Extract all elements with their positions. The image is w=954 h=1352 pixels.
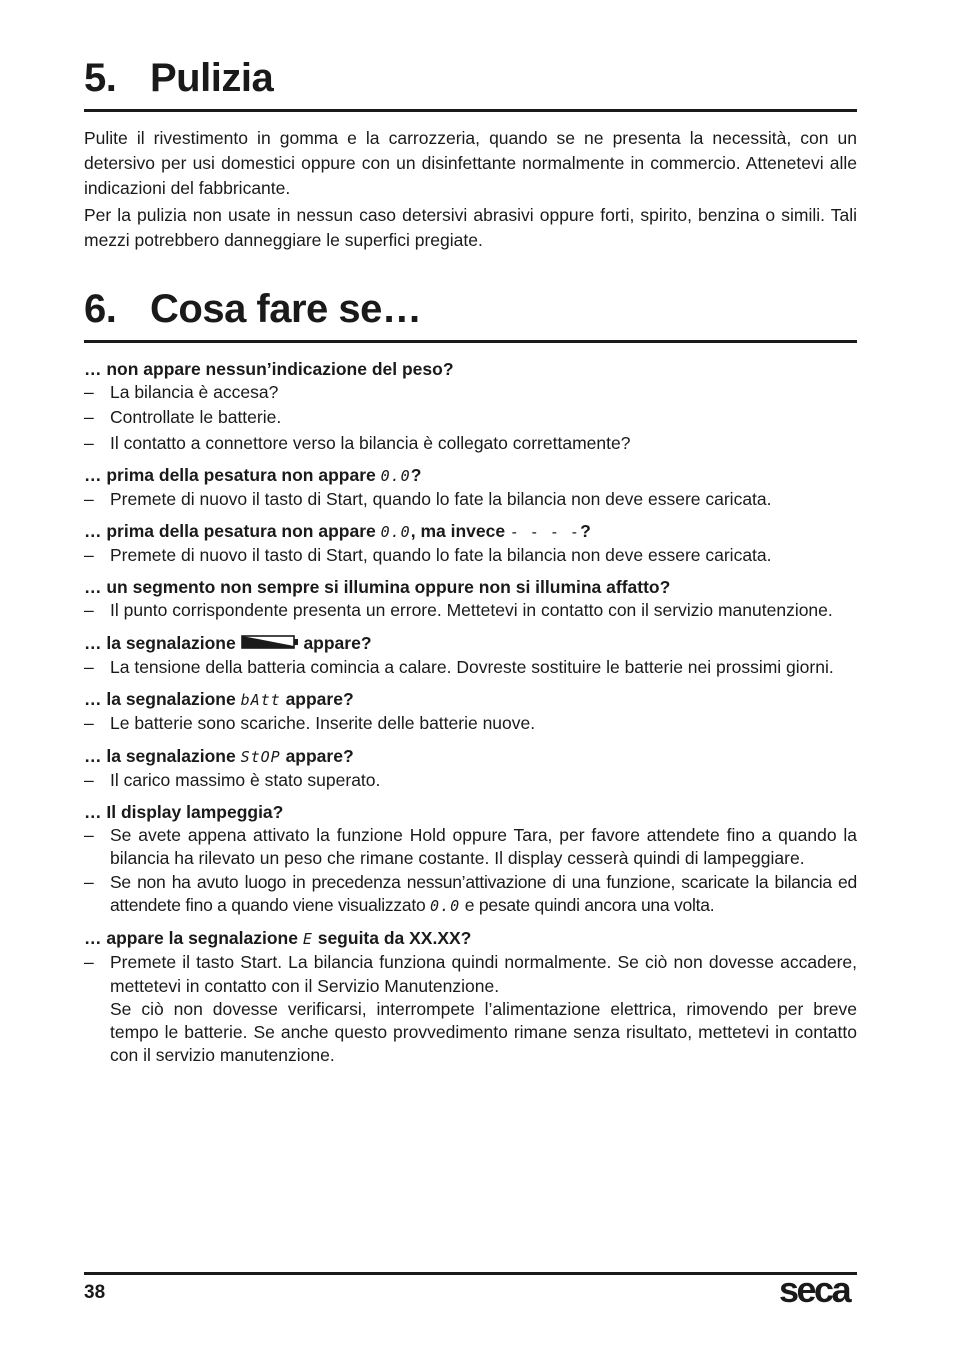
dash-bullet: – [84,713,94,734]
answer-text: Il contatto a connettore verso la bilancia è collegato correttamente? [110,432,631,453]
answer-list-8 [84,824,857,918]
question-text: … la segnalazione [84,632,241,653]
dash-bullet: – [84,600,94,621]
section-6-number: 6. [84,287,117,331]
list-item [84,824,857,871]
answer-list-9 [84,951,857,1067]
answer-text: Le batterie sono scariche. Inserite delle batterie nuove. [110,713,536,734]
answer-text: La tensione della batteria comincia a calare. Dovreste sostituire le batterie nei prossimi giorni. [110,657,834,678]
question-text: appare? [280,745,354,766]
list-item [84,381,857,404]
dash-bullet: – [84,382,94,402]
section-5-title: Pulizia [150,56,274,100]
answer-text: Premete di nuovo il tasto di Start, quando lo fate la bilancia non deve essere caricata. [110,488,772,509]
dash-bullet: – [84,407,94,428]
section-5-rule [84,109,857,112]
answer-list-7 [84,769,857,792]
lcd-display-zero: 0.0 [430,896,461,915]
answer-text: La bilancia è accesa? [110,382,279,402]
question-text: … prima della pesatura non appare [84,464,381,485]
section-5-heading [84,58,857,98]
answer-list-6 [84,712,857,735]
list-item [84,712,857,735]
lcd-display-zero: 0.0 [380,466,411,485]
list-item [84,951,857,1067]
answer-text: Il punto corrispondente presenta un errore. Mettetevi in contatto con il servizio manutenzione. [110,600,833,621]
question-6 [84,687,857,712]
dash-bullet: – [84,657,94,678]
seca-logo: seca [779,1269,850,1310]
question-8: … Il display lampeggia? [84,802,284,823]
list-item [84,406,857,429]
answer-list-2 [84,488,857,511]
list-item [84,544,857,567]
answer-text: Se avete appena attivato la funzione Hold oppure Tara, per favore attendete fino a quando la bilancia ha rilevato un peso che rimane costante. Il display cesserà quindi di lampeggiare. [110,825,857,869]
question-text: seguita da XX.XX? [312,928,472,949]
answer-text: Premete di nuovo il tasto di Start, quando lo fate la bilancia non deve essere caricata. [110,545,772,566]
lcd-display-dashes: - - - - [509,523,581,542]
page-number: 38 [84,1282,106,1303]
section-6-title: Cosa fare se… [150,287,422,331]
question-3 [84,519,857,544]
answer-list-3 [84,544,857,567]
section-5-paragraph-2: Per la pulizia non usate in nessun caso detersivi abrasivi oppure forti, spirito, benzina o simili. Tali mezzi potrebbero danneggiare le superfici pregiate. [84,205,857,250]
question-1: … non appare nessun’indicazione del peso? [84,359,454,379]
dash-bullet: – [84,769,94,790]
section-5-number: 5. [84,56,117,100]
section-6-heading [84,289,857,329]
page [84,0,857,1068]
question-4: … un segmento non sempre si illumina oppure non si illumina affatto? [84,577,671,598]
dash-bullet: – [84,545,94,566]
dash-bullet: – [84,825,94,846]
dash-bullet: – [84,871,94,892]
question-5 [84,631,857,656]
question-text: ? [410,464,422,485]
question-text: ? [580,521,591,542]
question-text: appare? [280,689,354,710]
question-text: , ma invece [410,521,510,542]
list-item [84,656,857,679]
lcd-display-zero: 0.0 [380,523,411,542]
section-6-rule [84,340,857,343]
dash-bullet: – [84,488,94,509]
question-2 [84,463,857,488]
question-text: … prima della pesatura non appare [84,521,381,542]
question-text: appare? [298,632,372,653]
dash-bullet: – [84,432,94,453]
section-5-paragraph-1: Pulite il rivestimento in gomma e la carrozzeria, quando se ne presenta la necessità, con un detersivo per usi domestici oppure con un disinfettante normalmente in commercio. Attenetevi alle indicazioni del fabbricante. [84,128,857,198]
lcd-display-error: E [302,930,313,949]
footer-rule [84,1272,857,1275]
answer-list-1 [84,381,857,455]
question-text: … la segnalazione [84,745,241,766]
list-item [84,871,857,919]
list-item [84,599,857,622]
list-item [84,488,857,511]
answer-text: Premete il tasto Start. La bilancia funziona quindi normalmente. Se ciò non dovesse accadere, mettetevi in contatto con il Servizio Manutenzione. [110,952,857,996]
lcd-display-stop: StOP [240,747,281,766]
question-9 [84,926,857,951]
answer-text: Controllate le batterie. [110,407,282,428]
lcd-display-batt: bAtt [240,691,281,710]
list-item [84,769,857,792]
answer-text: Il carico massimo è stato superato. [110,769,381,790]
answer-list-4 [84,599,857,622]
list-item [84,432,857,455]
dash-bullet: – [84,952,94,973]
answer-text: Se ciò non dovesse verificarsi, interrompete l’alimentazione elettrica, rimovendo per breve tempo le batterie. Se anche questo provvedimento rimane senza risultato, mettetevi in contatto con il servizio manutenzione. [110,998,857,1066]
question-text: … la segnalazione [84,689,241,710]
question-7 [84,744,857,769]
answer-list-5 [84,656,857,679]
answer-text: e pesate quindi ancora una volta. [460,894,715,915]
question-text: … appare la segnalazione [84,928,303,949]
battery-low-icon [241,632,299,656]
answer-text: Se non ha avuto luogo in precedenza nessun’attivazione di una funzione, scaricate la bilancia ed attendete fino a quando viene visualizzato [110,871,857,915]
